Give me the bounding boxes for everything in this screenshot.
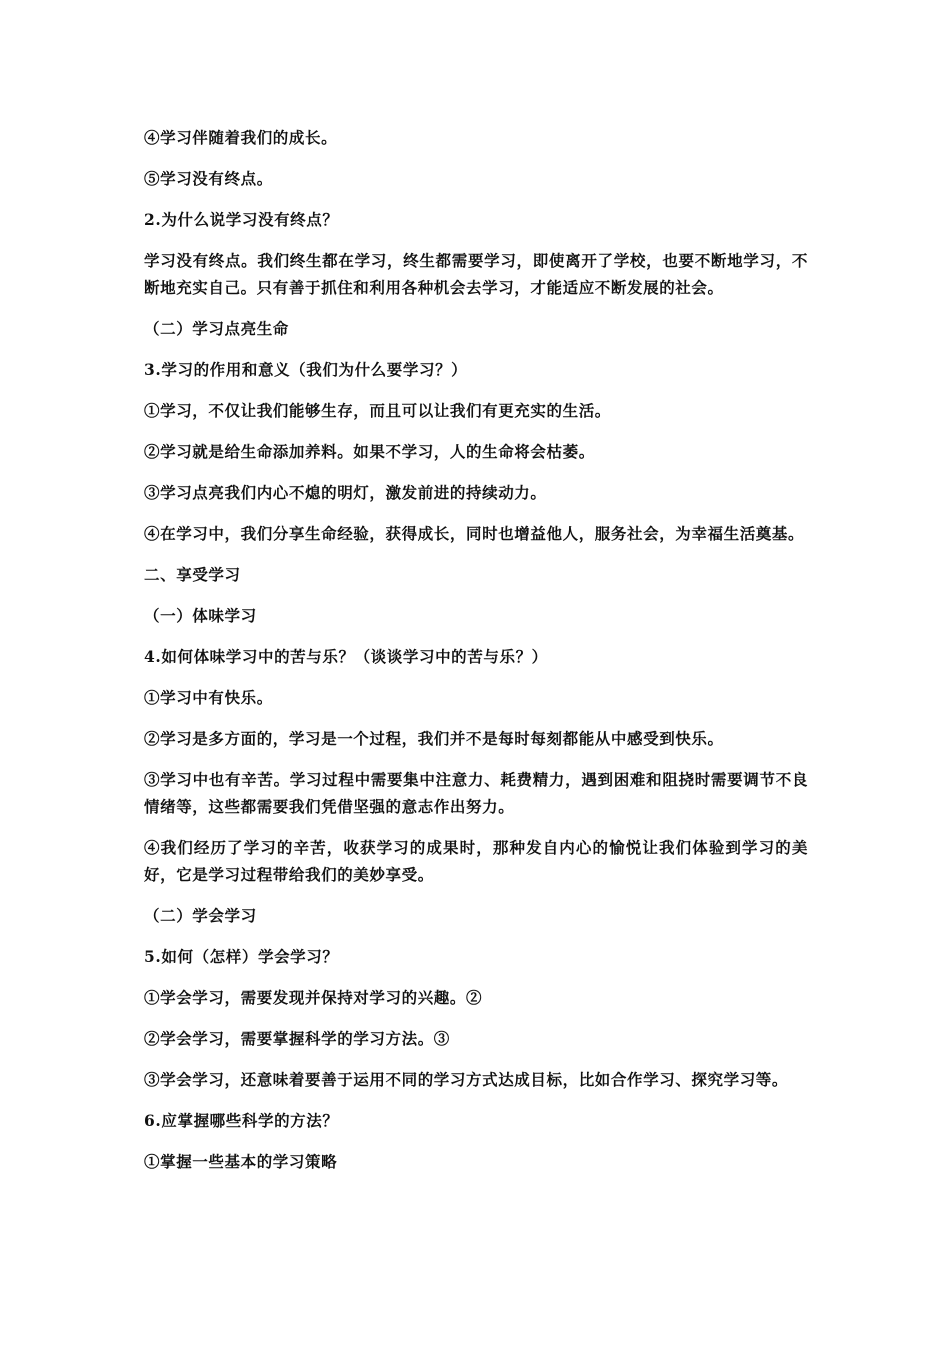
paragraph: ②学习是多方面的，学习是一个过程，我们并不是每时每刻都能从中感受到快乐。 — [144, 729, 724, 748]
paragraph: ④我们经历了学习的辛苦，收获学习的成果时，那种发自内心的愉悦让我们体验到学习的美好，它是学习过程带给我们的美妙享受。 — [144, 838, 808, 884]
section-heading: （二）学习点亮生命 — [144, 319, 289, 338]
paragraph: 学习没有终点。我们终生都在学习，终生都需要学习，即使离开了学校，也要不断地学习，不断地充实自己。只有善于抓住和利用各种机会去学习，才能适应不断发展的社会。 — [144, 251, 808, 297]
document-body — [144, 124, 808, 1189]
chapter-heading: 二、享受学习 — [144, 565, 241, 584]
paragraph: ①学习中有快乐。 — [144, 688, 273, 707]
paragraph: ④在学习中，我们分享生命经验，获得成长，同时也增益他人，服务社会，为幸福生活奠基。 — [144, 524, 805, 543]
paragraph: ②学习就是给生命添加养料。如果不学习，人的生命将会枯萎。 — [144, 442, 595, 461]
paragraph: ③学会学习，还意味着要善于运用不同的学习方式达成目标，比如合作学习、探究学习等。 — [144, 1070, 789, 1089]
paragraph: ③学习中也有辛苦。学习过程中需要集中注意力、耗费精力，遇到困难和阻挠时需要调节不良情绪等，这些都需要我们凭借坚强的意志作出努力。 — [144, 770, 808, 816]
paragraph: ⑤学习没有终点。 — [144, 169, 273, 188]
paragraph: ①学习，不仅让我们能够生存，而且可以让我们有更充实的生活。 — [144, 401, 611, 420]
section-heading: （一）体味学习 — [144, 606, 257, 625]
paragraph: ②学会学习，需要掌握科学的学习方法。③ — [144, 1029, 450, 1048]
paragraph: ①学会学习，需要发现并保持对学习的兴趣。② — [144, 988, 483, 1007]
question-heading: 2.为什么说学习没有终点？ — [144, 210, 339, 229]
paragraph: ①掌握一些基本的学习策略 — [144, 1152, 338, 1171]
section-heading: （二）学会学习 — [144, 906, 257, 925]
question-heading: 6.应掌握哪些科学的方法？ — [144, 1111, 339, 1130]
paragraph: ④学习伴随着我们的成长。 — [144, 128, 338, 147]
question-heading: 4.如何体味学习中的苦与乐？（谈谈学习中的苦与乐？） — [144, 647, 548, 666]
question-heading: 3.学习的作用和意义（我们为什么要学习？） — [144, 360, 468, 379]
question-heading: 5.如何（怎样）学会学习？ — [144, 947, 339, 966]
paragraph: ③学习点亮我们内心不熄的明灯，激发前进的持续动力。 — [144, 483, 547, 502]
